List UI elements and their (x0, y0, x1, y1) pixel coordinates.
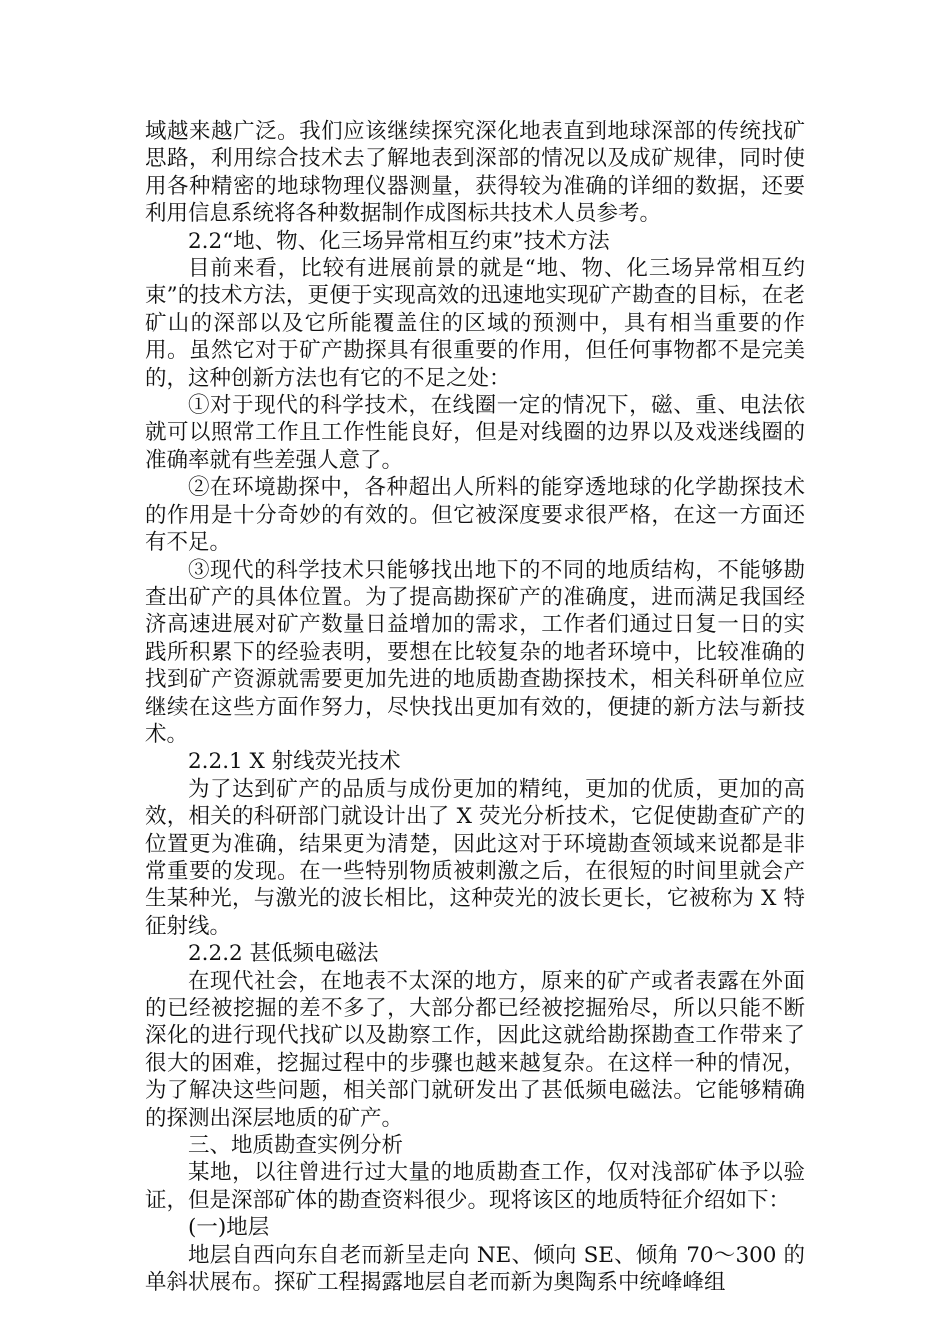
section-heading-2-2-1: 2.2.1 X 射线荧光技术 (188, 749, 401, 775)
section-heading-2-2: 2.2“地、物、化三场异常相互约束”技术方法 (188, 228, 610, 254)
section-heading-2-2-2: 2.2.2 甚低频电磁法 (188, 941, 379, 967)
paragraph-xray: 为了达到矿产的品质与成份更加的精纯，更加的优质，更加的高效，相关的科研部门就设计出了 X 荧光分析技术，它促使勘查矿产的位置更为准确，结果更为清楚，因此这对于环境勘查领域来说都是非常重要的发现。在一些特别物质被刺激之后，在很短的时间里就会产生某种光，与激光的波长相比，这种荧光的波长更长，它被称为 X 特征射线。 (145, 776, 805, 939)
paragraph-vlf: 在现代社会，在地表不太深的地方，原来的矿产或者表露在外面的已经被挖掘的差不多了，大部分都已经被挖掘殆尽，所以只能不断深化的进行现代找矿以及勘察工作，因此这就给勘探勘查工作带来了很大的困难，挖掘过程中的步骤也越来越复杂。在这样一种的情况，为了解决这些问题，相关部门就研发出了甚低频电磁法。它能够精确的探测出深层地质的矿产。 (145, 968, 805, 1131)
paragraph-strata: 地层自西向东自老而新呈走向 NE、倾向 SE、倾角 70～300 的单斜状展布。探矿工程揭露地层自老而新为奥陶系中统峰峰组 (145, 1242, 805, 1296)
paragraph-point-1: ①对于现代的科学技术，在线圈一定的情况下，磁、重、电法依就可以照常工作且工作性能良好，但是对线圈的边界以及戏迷线圈的准确率就有些差强人意了。 (145, 393, 805, 473)
paragraph-continuation: 域越来越广泛。我们应该继续探究深化地表直到地球深部的传统找矿思路，利用综合技术去了解地表到深部的情况以及成矿规律，同时使用各种精密的地球物理仪器测量，获得较为准确的详细的数据，还要利用信息系统将各种数据制作成图标共技术人员参考。 (145, 119, 805, 227)
paragraph-point-3: ③现代的科学技术只能够找出地下的不同的地质结构，不能够勘查出矿产的具体位置。为了提高勘探矿产的准确度，进而满足我国经济高速进展对矿产数量日益增加的需求，工作者们通过日复一日的实践所积累下的经验表明，要想在比较复杂的地者环境中，比较准确的找到矿产资源就需要更加先进的地质勘查勘探技术，相关科研单位应继续在这些方面作努力，尽快找出更加有效的，便捷的新方法与新技术。 (145, 557, 805, 747)
paragraph-method-intro: 目前来看，比较有进展前景的就是“地、物、化三场异常相互约束”的技术方法，更便于实现高效的迅速地实现矿产勘查的目标，在老矿山的深部以及它所能覆盖住的区域的预测中，具有相当重要的作用。虽然它对于矿产勘探具有很重要的作用，但任何事物都不是完美的，这种创新方法也有它的不足之处： (145, 256, 805, 391)
section-heading-3: 三、地质勘查实例分析 (188, 1133, 404, 1159)
document-body (145, 118, 805, 1296)
paragraph-case-intro: 某地，以往曾进行过大量的地质勘查工作，仅对浅部矿体予以验证，但是深部矿体的勘查资料很少。现将该区的地质特征介绍如下： (145, 1160, 805, 1213)
subsection-heading-strata: (一)地层 (188, 1215, 270, 1241)
paragraph-point-2: ②在环境勘探中，各种超出人所料的能穿透地球的化学勘探技术的作用是十分奇妙的有效的。但它被深度要求很严格，在这一方面还有不足。 (145, 475, 805, 556)
